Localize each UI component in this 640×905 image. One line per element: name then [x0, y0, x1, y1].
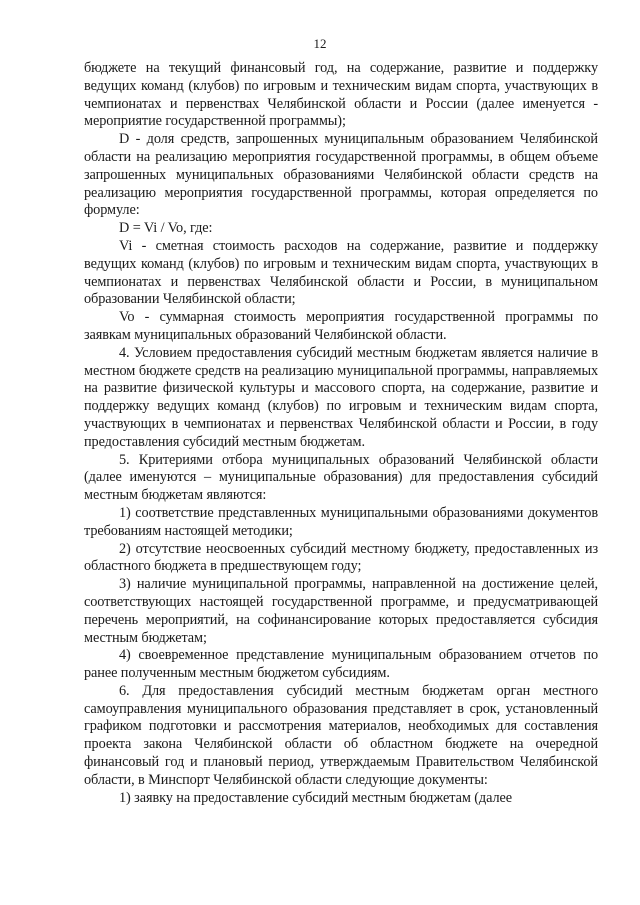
paragraph-vo-definition: Vo - суммарная стоимость мероприятия государственной программы по заявкам муниципальных образований Челябинской области. — [84, 309, 598, 343]
paragraph-criterion-1: 1) соответствие представленных муниципальными образованиями документов требованиям настоящей методики; — [84, 504, 598, 539]
paragraph-d-definition: D - доля средств, запрошенных муниципальным образованием Челябинской области на реализацию мероприятия государственной программы, в общем объеме запрошенных муниципальных образованиями Челябинской области средств на реализацию мероприятия государственной программы, которая определяется по формуле: — [84, 131, 598, 219]
paragraph-item-5: 5. Критериями отбора муниципальных образований Челябинской области (далее именуются – муниципальные образования) для предоставления субсидий местным бюджетам являются: — [84, 451, 598, 504]
paragraph-criterion-2: 2) отсутствие неосвоенных субсидий местному бюджету, предоставленных из областного бюджета в предшествующем году; — [84, 540, 598, 575]
paragraph-vi-definition: Vi - сметная стоимость расходов на содержание, развитие и поддержку ведущих команд (клубов) по игровым и техническим видам спорта, участвующих в чемпионатах и первенствах Челябинской области и России, в муниципальном образовании Челябинской области; — [84, 237, 598, 308]
paragraph-formula: D = Vi / Vo, где: — [119, 220, 213, 237]
paragraph-item-6: 6. Для предоставления субсидий местным бюджетам орган местного самоуправления муниципального образования представляет в срок, установленный графиком подготовки и рассмотрения материалов, необходимых для составления проекта закона Челябинской области об областном бюджете на очередной финансовый год и плановый период, утверждаемым Правительством Челябинской области, в Минспорт Челябинской области следующие документы: — [84, 682, 598, 788]
paragraph-criterion-4: 4) своевременное представление муниципальным образованием отчетов по ранее полученным местным бюджетом субсидиям. — [84, 647, 598, 682]
paragraph-criterion-3: 3) наличие муниципальной программы, направленной на достижение целей, соответствующих настоящей государственной программе, и предусматривающей перечень мероприятий, на софинансирование которых предоставляется субсидия местным бюджетам; — [84, 576, 598, 646]
paragraph-item-4: 4. Условием предоставления субсидий местным бюджетам является наличие в местном бюджете средств на реализацию муниципальной программы, направляемых на развитие физической культуры и массового спорта, на содержание, развитие и поддержку ведущих команд (клубов) по игровым и техническим видам спорта, участвующих в чемпионатах и первенствах Челябинской области и России, в году предоставления субсидий местным бюджетам. — [84, 344, 598, 450]
document-body — [84, 60, 598, 807]
paragraph-document-1: 1) заявку на предоставление субсидий местным бюджетам (далее — [119, 789, 512, 806]
paragraph-budget-continuation: бюджете на текущий финансовый год, на содержание, развитие и поддержку ведущих команд (клубов) по игровым и техническим видам спорта, участвующих в чемпионатах и первенствах Челябинской области и России (далее именуется - мероприятие государственной программы); — [84, 60, 598, 130]
page-number: 12 — [313, 36, 327, 51]
